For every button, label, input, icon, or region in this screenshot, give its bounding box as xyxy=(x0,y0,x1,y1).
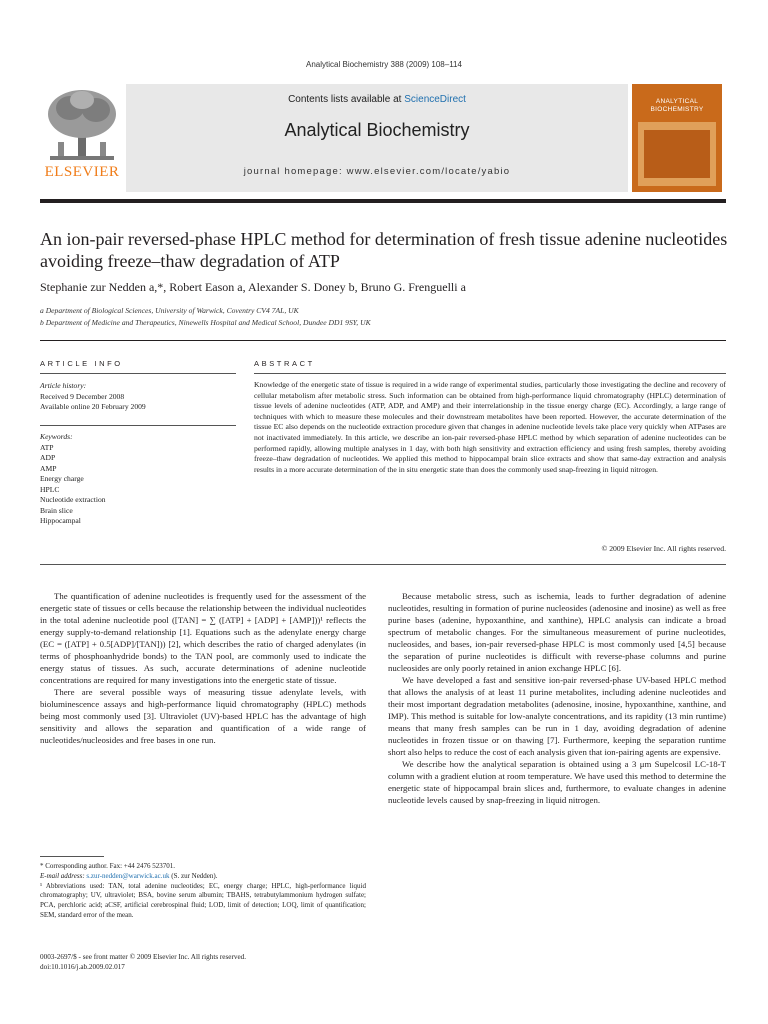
keywords-block xyxy=(40,432,236,527)
article-history xyxy=(40,381,236,413)
contents-line xyxy=(126,94,628,105)
keyword: ADP xyxy=(40,453,56,462)
article-info-heading: ARTICLE INFO xyxy=(40,359,123,368)
abstract-heading: ABSTRACT xyxy=(254,359,315,368)
online-date: Available online 20 February 2009 xyxy=(40,402,146,411)
body-paragraph: We describe how the analytical separation is obtained using a 3 μm Supelcosil LC-18-T column with a gradient elution at room temperature. We have used this method to determine the energetic state of hippocampal brain slices and, furthermore, to evaluate changes in adenine nucleotide levels caused by snap-freezing in liquid nitrogen. xyxy=(388,759,726,805)
contents-prefix: Contents lists available at xyxy=(288,94,405,105)
paper-title: An ion-pair reversed-phase HPLC method for determination of fresh tissue adenine nucleotides avoiding freeze–thaw degradation of ATP xyxy=(40,229,728,271)
cover-title: ANALYTICAL BIOCHEMISTRY xyxy=(650,98,704,113)
abstract-rule xyxy=(254,373,726,374)
email-suffix: (S. zur Nedden). xyxy=(169,871,218,880)
body-paragraph: We have developed a fast and sensitive ion-pair reversed-phase UV-based HPLC method that allows the analysis of at least 11 purine metabolites, including adenine nucleotides and their most important degradation metabolites (adenosine, inosine, hypoxanthine, xanthine, and IMP). This method is suitable for low-analyte concentrations, and its rapidity (13 min runtime) means that many fresh samples can be run in 1 day, avoiding degradation of adenine nucleotides in frozen tissue or on thawing [7]. Furthermore, keeping the separation runtime short also helps to reduce the cost of each analysis given that ion-pairing agents are expensive. xyxy=(388,675,726,757)
doi-line[interactable]: doi:10.1016/j.ab.2009.02.017 xyxy=(40,963,125,971)
keyword: Energy charge xyxy=(40,474,84,483)
footnotes xyxy=(40,862,366,921)
keyword: Brain slice xyxy=(40,505,73,515)
corresponding-author-note: * Corresponding author. Fax: +44 2476 523701. xyxy=(40,862,175,870)
history-label: Article history: xyxy=(40,381,87,390)
email-note xyxy=(40,872,366,882)
elsevier-wordmark: ELSEVIER xyxy=(44,164,120,180)
issn-line: 0003-2697/$ - see front matter © 2009 Elsevier Inc. All rights reserved. xyxy=(40,953,247,961)
abstract-copyright: © 2009 Elsevier Inc. All rights reserved. xyxy=(601,544,726,553)
keyword: Hippocampal xyxy=(40,516,81,525)
title-rule xyxy=(40,340,726,341)
affiliation-a: a Department of Biological Sciences, University of Warwick, Coventry CV4 7AL, UK xyxy=(40,306,299,315)
cover-band-inner xyxy=(644,130,710,178)
abstract-bottom-rule xyxy=(40,564,726,565)
keyword: HPLC xyxy=(40,484,60,494)
keywords-rule xyxy=(40,425,236,426)
keyword: ATP xyxy=(40,442,54,452)
keyword: Nucleotide extraction xyxy=(40,495,106,504)
footnote-rule xyxy=(40,856,104,857)
header-rule xyxy=(40,199,726,203)
email-label: E-mail address: xyxy=(40,871,87,880)
author-email-link[interactable]: s.zur-nedden@warwick.ac.uk xyxy=(86,871,170,880)
abbreviations-note: ¹ Abbreviations used: TAN, total adenine nucleotides; EC, energy charge; HPLC, high-performance liquid chromatography; UV, ultraviolet; BSA, bovine serum albumin; TBAHS, tetrabutylammonium hydrogen sulfate; PCA, perchloric acid; aCSF, artificial cerebrospinal fluid; LOD, limit of detection; LOQ, limit of quantification; SEM, standard error of the mean. xyxy=(40,881,366,919)
body-paragraph: The quantification of adenine nucleotides is frequently used for the assessment of the energetic state of tissues or cells because the relationship between the individual nucleotides in the total adenine nucleotide pool ([TAN] = ∑ ([ATP] + [ADP] + [AMP]))¹ reflects the energy supply-to-demand relationship [1]. Equations such as the adenylate energy charge (EC = ([ATP] + 0.5[ADP]/[TAN])) [2], which describes the ratio of charged adenylates (in terms of phosphoanhydride bonds) to the TAN pool, are commonly used to indicate the energy status of tissues. As such, accurate determinations of adenine nucleotide concentrations are required for many investigations into the energetic state of tissue. xyxy=(40,591,366,685)
body-paragraph: Because metabolic stress, such as ischemia, leads to further degradation of adenine nucleotides, resulting in formation of purine nucleosides (adenosine and inosine) as well as free purine bases (adenine, hypoxanthine, and xanthine), HPLC analysis can indicate a broad spectrum of metabolic changes. For the simultaneous measurement of purine nucleotides, nucleosides, and bases, ion-pair reversed-phase HPLC is most commonly used [4,5] because the separation of purine nucleotides is difficult with reverse-phase columns and purine nucleosides are only poorly retained in anion exchange HPLC [6]. xyxy=(388,591,726,673)
journal-citation: Analytical Biochemistry 388 (2009) 108–114 xyxy=(306,60,462,69)
body-paragraph: There are several possible ways of measuring tissue adenylate levels, with bioluminescence assays and high-performance liquid chromatography (HPLC) methods being most commonly used [3]. Ultraviolet (UV)-based HPLC has the advantage of high sensitivity and allows the separation and quantification of a wide range of nucleotides/nucleosides and free bases in one run. xyxy=(40,687,366,745)
journal-title: Analytical Biochemistry xyxy=(284,120,470,140)
abstract-text: Knowledge of the energetic state of tissue is required in a wide range of experimental studies, particularly those investigating the decline and recovery of cellular metabolism after metabolic stress. Such information can be obtained from high-performance liquid chromatography (HPLC) determination of tissue levels of adenine nucleotides (ATP, ADP, and AMP) and their interrelationship in the tissue energy charge (EC). Accordingly, a large range of techniques with which to measure these molecules and their downstream metabolites have been reported. However, the accurate determination of the tissue EC also depends on the nucleotide extraction procedure given that changes in adenine nucleotide levels take place very quickly when ATPases are not inactivated immediately. In this article, we describe an ion-pair reversed-phase HPLC method by which separation of adenine nucleotides can be performed rapidly, allowing multiple analyses in 1 day, with both high sensitivity and extraction efficiency and using fresh samples, thereby avoiding freeze–thaw degradation of nucleotides. We applied this method to hippocampal brain slice extracts and show that same-day extraction and analysis results in a more accurate determination of the in situ energetic state than does the commonly used snap-freezing in liquid nitrogen. xyxy=(254,380,726,474)
page-footer xyxy=(40,952,366,972)
article-info-rule xyxy=(40,373,236,374)
journal-homepage[interactable]: journal homepage: www.elsevier.com/locate/yabio xyxy=(243,166,511,177)
body-column-right xyxy=(388,590,726,806)
sciencedirect-link[interactable]: ScienceDirect xyxy=(404,94,466,105)
received-date: Received 9 December 2008 xyxy=(40,391,125,401)
keyword: AMP xyxy=(40,463,57,473)
author-list: Stephanie zur Nedden a,*, Robert Eason a, Alexander S. Doney b, Bruno G. Frenguelli a xyxy=(40,280,466,294)
keywords-label: Keywords: xyxy=(40,432,73,441)
body-column-left xyxy=(40,590,366,746)
affiliation-b: b Department of Medicine and Therapeutics, Ninewells Hospital and Medical School, Dundee DD1 9SY, UK xyxy=(40,318,371,327)
